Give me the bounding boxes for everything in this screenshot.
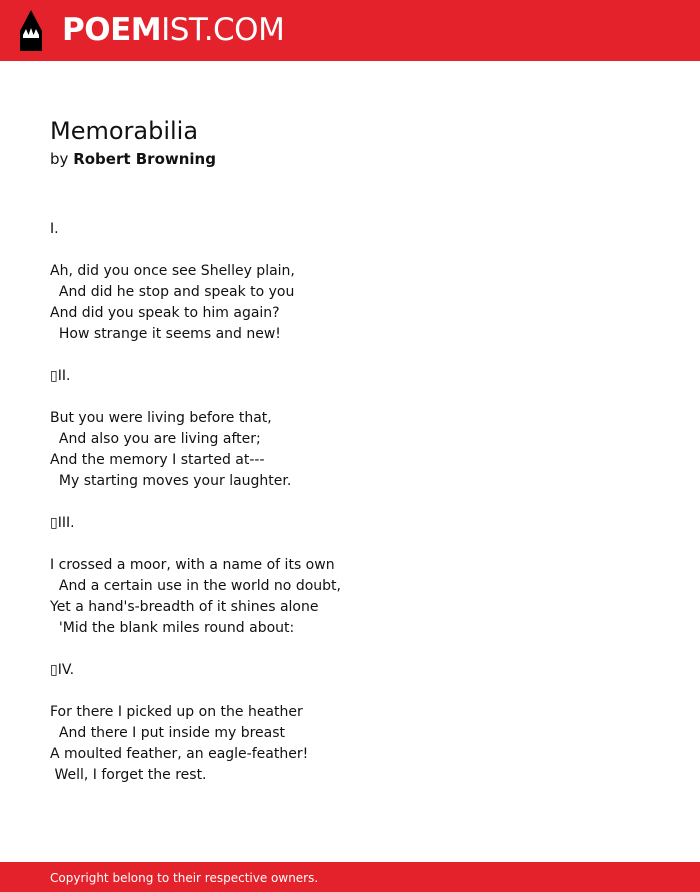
logo-text-light: IST.COM [161, 12, 285, 48]
site-header [0, 0, 700, 61]
logo-text-bold: POEM [62, 12, 162, 48]
poem-title: Memorabilia [50, 117, 199, 145]
by-label: by [50, 150, 69, 168]
site-footer [0, 862, 700, 892]
poem-byline [50, 149, 216, 169]
site-logo[interactable] [62, 12, 284, 48]
poem-body: I. Ah, did you once see Shelley plain, And did he stop and speak to you And did you speak to him again? How strange it seems and new! ▯II. But you were living before that, And also you are living after; And the memory I started at--- My starting moves your laughter. ▯III. I crossed a moor, with a name of its own And a certain use in the world no doubt, Yet a hand's-breadth of it shines alone 'Mid the blank miles round about: ▯IV. For there I picked up on the heather And there I put inside my breast A moulted feather, an eagle-feather! Well, I forget the rest. [50, 221, 341, 783]
author-name: Robert Browning [73, 150, 216, 168]
pencil-icon[interactable] [17, 9, 45, 53]
copyright-text: Copyright belong to their respective owners. [50, 871, 319, 885]
